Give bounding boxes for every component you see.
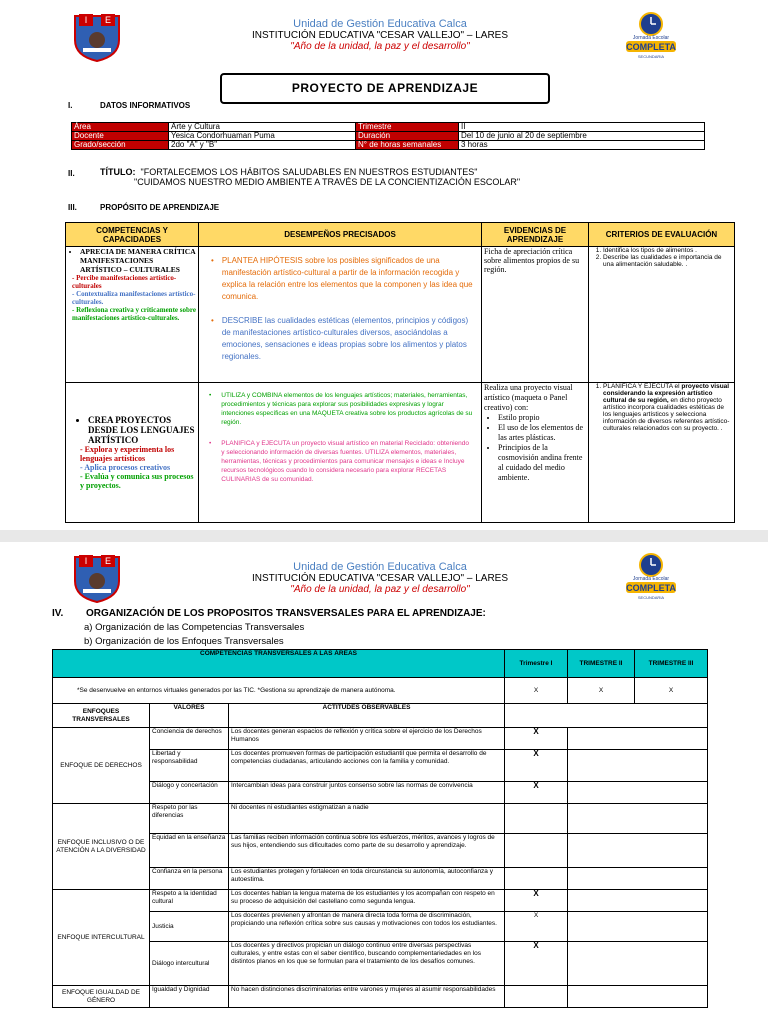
mark-2-2 — [505, 834, 568, 868]
shield-letter-i: I — [84, 15, 88, 25]
header-institution: INSTITUCIÓN EDUCATIVA "CESAR VALLEJO" – LARES — [251, 30, 509, 41]
valor-4-1: Igualdad y Dignidad — [150, 986, 229, 1008]
col-actitudes: ACTITUDES OBSERVABLES — [229, 704, 505, 728]
valor-1-1: Conciencia de derechos — [150, 728, 229, 750]
project-title-1: "FORTALECEMOS LOS HÁBITOS SALUDABLES EN NUESTROS ESTUDIANTES" — [140, 167, 478, 177]
logo-small-top: Jornada Escolar — [632, 576, 670, 582]
grado-label: Grado/sección — [72, 141, 169, 150]
mark-3-3: X — [505, 942, 568, 986]
header-unit-2: Unidad de Gestión Educativa Calca — [293, 561, 467, 573]
logo-small-top: Jornada Escolar — [632, 35, 670, 41]
enfoque-intercultural: ENFOQUE INTERCULTURAL — [53, 890, 150, 986]
section-4-sub-b: b) Organización de los Enfoques Transversales — [84, 636, 284, 647]
mark-t2: X — [568, 678, 635, 704]
cap-1-1: Percibe manifestaciones artístico-culturales — [72, 274, 177, 290]
cap-1-3: Reflexiona creativa y críticamente sobre manifestaciones artístico-culturales. — [72, 306, 196, 322]
competence-2: • CREA PROYECTOS DESDE LOS LENGUAJES ARTÍSTICO — [88, 415, 196, 445]
transversal-header: COMPETENCIAS TRANSVERSALES A LAS ÁREAS — [53, 650, 505, 678]
page-break — [0, 530, 768, 542]
project-title: PROYECTO DE APRENDIZAJE — [220, 73, 550, 104]
criterion-2-b: proyecto visual considerando la expresión artístico cultural de su región, — [603, 383, 730, 404]
section-3-number: III. — [68, 203, 77, 212]
evidence-2-1: • Estilo propio — [498, 413, 586, 423]
criterion-2-c: en dicho proyecto artístico incorpora cualidades estéticas de los lenguajes artísticos y selecciona información de diversos referentes artístico-culturales relacionados con su proyecto. . — [603, 397, 730, 432]
jornada-completa-logo — [624, 8, 678, 62]
header-motto: "Año de la unidad, la paz y el desarrollo" — [290, 41, 470, 52]
actitud-2-3: Los estudiantes protegen y fortalecen en toda circunstancia su autonomía, autoconfianza y autoestima. — [229, 868, 505, 890]
valor-2-2: Equidad en la enseñanza — [150, 834, 229, 868]
duracion-label: Duración — [356, 132, 459, 141]
docente-value: Yesica Condorhuaman Puma — [169, 132, 356, 141]
mark-1-1: X — [505, 728, 568, 750]
info-table — [71, 122, 705, 150]
evidence-2-2: • El uso de los elementos de las artes plásticas. — [498, 423, 586, 443]
trimester-3: TRIMESTRE III — [635, 650, 708, 678]
mark-2-3 — [505, 868, 568, 890]
cap-2-3: Evalúa y comunica sus procesos y proyectos. — [80, 472, 194, 490]
school-shield-logo-2 — [73, 553, 121, 608]
actitud-2-1: Ni docentes ni estudiantes estigmatizan a nadie — [229, 804, 505, 834]
header-motto-2: "Año de la unidad, la paz y el desarrollo" — [290, 584, 470, 595]
cap-1-2: Contextualiza manifestaciones artístico-culturales. — [72, 290, 196, 306]
performance-1-2: DESCRIBE las cualidades estéticas (elementos, principios y códigos) de manifestaciones artístico-culturales diversos, asociándolas a emociones, sensaciones e ideas propias sobre los alimentos y platos regionales. — [221, 316, 469, 361]
header-institution-2: INSTITUCIÓN EDUCATIVA "CESAR VALLEJO" – LARES — [251, 573, 509, 584]
performance-2-1: UTILIZA y COMBINA elementos de los lenguajes artísticos; materiales, herramientas, procedimientos y técnicas para explorar sus posibilidades expresivas y lograr intenciones específicas en una MAQUETA creativa sobre los productos agrícolas de su región. — [221, 392, 473, 426]
competence-cell-1: • APRECIA DE MANERA CRÍTICA MANIFESTACIONES ARTÍSTICO – CULTURALES - Percibe manifestaciones artístico-culturales - Contextualiza manifestaciones artístico-culturales. - Reflexiona creativa y críticamente sobre manifestaciones artístico-culturales. — [66, 247, 199, 383]
actitud-3-3: Los docentes y directivos propician un diálogo continuo entre diversas perspectivas culturales, y entre estas con el saber científico, buscando complementariedades en los distintos planos en los que se formulan para el tratamiento de los desafíos comunes. — [229, 942, 505, 986]
mark-4-1 — [505, 986, 568, 1008]
section-2-label: TÍTULO: — [100, 167, 136, 177]
horas-value: 3 horas — [459, 141, 705, 150]
section-4-title: ORGANIZACIÓN DE LOS PROPOSITOS TRANSVERSALES PARA EL APRENDIZAJE: — [86, 608, 486, 619]
actitud-2-2: Las familias reciben información continua sobre los esfuerzos, méritos, avances y logros de sus hijos, entendiendo sus dificultades como parte de su desarrollo y aprendizaje. — [229, 834, 505, 868]
actitud-4-1: No hacen distinciones discriminatorias entre varones y mujeres al asumir responsabilidades — [229, 986, 505, 1008]
enfoque-inclusivo: ENFOQUE INCLUSIVO O DE ATENCIÓN A LA DIVERSIDAD — [53, 804, 150, 890]
valor-3-1: Respeto a la identidad cultural — [150, 890, 229, 912]
criterion-1-2: 2. Describe las cualidades e importancia de una alimentación saludable. . — [603, 254, 732, 268]
mark-1-3: X — [505, 782, 568, 804]
valor-3-3: Diálogo intercultural — [150, 942, 229, 986]
section-4-number: IV. — [52, 608, 64, 619]
competence-1: • APRECIA DE MANERA CRÍTICA MANIFESTACIONES ARTÍSTICO – CULTURALES — [80, 247, 196, 274]
header-unit: Unidad de Gestión Educativa Calca — [293, 18, 467, 30]
grado-value: 2do "A" y "B" — [169, 141, 356, 150]
section-1-title: DATOS INFORMATIVOS — [100, 101, 191, 110]
duracion-value: Del 10 de junio al 20 de septiembre — [459, 132, 705, 141]
purpose-table — [65, 222, 735, 523]
mark-t1: X — [505, 678, 568, 704]
shield-letter-e: E — [104, 556, 112, 566]
logo-text: COMPLETA — [626, 42, 676, 52]
valor-2-3: Confianza en la persona — [150, 868, 229, 890]
mark-3-1: X — [505, 890, 568, 912]
valor-1-2: Libertad y responsabilidad — [150, 750, 229, 782]
performance-cell-2: • UTILIZA y COMBINA elementos de los lenguajes artísticos; materiales, herramientas, procedimientos y técnicas para explorar sus posibilidades expresivas y lograr intenciones específicas en una MAQUETA creativa sobre los productos agrícolas de su región. • PLANIFICA y EJECUTA un proyecto visual artístico en material Reciclado: obteniendo y seleccionando información de diversas fuentes. UTILIZA elementos, materiales, herramientas, técnicas y procedimientos para comunicar mensajes e ideas e Incluye recursos tecnológicos cuando lo considera necesario para explorar RECETAS CULINARIAS de su comunidad. — [199, 383, 482, 523]
docente-label: Docente — [72, 132, 169, 141]
col-valores: VALORES — [150, 704, 229, 728]
trimestre-label: Trimestre — [356, 123, 459, 132]
mark-3-2: X — [505, 912, 568, 942]
actitud-1-2: Los docentes promueven formas de participación estudiantil que permita el desarrollo de competencias ciudadanas, articulando acciones con la familia y comunidad. — [229, 750, 505, 782]
col-desempenos: DESEMPEÑOS PRECISADOS — [199, 223, 482, 247]
evidence-cell-2 — [482, 383, 589, 523]
col-evidencias: EVIDENCIAS DE APRENDIZAJE — [482, 223, 589, 247]
mark-t3: X — [635, 678, 708, 704]
col-enfoques: ENFOQUES TRANSVERSALES — [53, 704, 150, 728]
evidence-2-3: • Principios de la cosmovisión andina frente al cuidado del medio ambiente. — [498, 443, 586, 483]
trimester-2: TRIMESTRE II — [568, 650, 635, 678]
criterion-2-a: PLANIFICA Y EJECUTA el — [603, 383, 680, 390]
project-title-2: "CUIDAMOS NUESTRO MEDIO AMBIENTE A TRAVÉS DE LA CONCIENTIZACIÓN ESCOLAR" — [134, 177, 521, 187]
evidence-2-intro: Realiza una proyecto visual artístico (maqueta o Panel creativo) con: — [484, 383, 573, 412]
logo-small-bottom: SECUNDARIA — [637, 54, 665, 59]
actitud-1-1: Los docentes generan espacios de reflexión y crítica sobre el ejercicio de los Derechos Humanos — [229, 728, 505, 750]
criteria-cell-2 — [589, 383, 735, 523]
transversal-competencies: *Se desenvuelve en entornos virtuales generados por las TIC. *Gestiona su aprendizaje de manera autónoma. — [53, 678, 505, 704]
evidence-1: Ficha de apreciación crítica sobre alimentos propios de su región. — [482, 247, 589, 383]
col-criterios: CRITERIOS DE EVALUACIÓN — [589, 223, 735, 247]
cap-2-2: Aplica procesos creativos — [84, 463, 171, 472]
shield-letter-e: E — [104, 15, 112, 25]
logo-small-bottom: SECUNDARIA — [637, 595, 665, 600]
shield-letter-i: I — [84, 556, 88, 566]
criterion-1-1: 1. Identifica los tipos de alimentos . — [603, 247, 732, 254]
actitud-3-2: Los docentes previenen y afrontan de manera directa toda forma de discriminación, propiciando una reflexión crítica sobre sus causas y motivaciones con todos los estudiantes. — [229, 912, 505, 942]
performance-2-2: PLANIFICA y EJECUTA un proyecto visual artístico en material Reciclado: obteniendo y seleccionando información de diversas fuentes. UTILIZA elementos, materiales, herramientas, técnicas y procedimientos para comunicar mensajes e ideas e Incluye recursos tecnológicos cuando lo considera necesario para explorar RECETAS CULINARIAS de su comunidad. — [221, 440, 469, 483]
performance-1-1: PLANTEA HIPÓTESIS sobre los posibles significados de una manifestación artístico-cultural a partir de la información recogida y explica la relación entre los elementos que la componen y las idea que comunica. — [221, 256, 473, 301]
actitud-3-1: Los docentes hablan la lengua materna de los estudiantes y los acompañan con respeto en su proceso de adquisición del castellano como segunda lengua. — [229, 890, 505, 912]
criteria-cell-1 — [589, 247, 735, 383]
horas-label: N° de horas semanales — [356, 141, 459, 150]
section-1-number: I. — [68, 101, 73, 110]
competence-cell-2: • CREA PROYECTOS DESDE LOS LENGUAJES ARTÍSTICO - Explora y experimenta los lenguajes artísticos - Aplica procesos creativos - Evalúa y comunica sus procesos y proyectos. — [66, 383, 199, 523]
section-4-sub-a: a) Organización de las Competencias Transversales — [84, 622, 305, 633]
valor-1-3: Diálogo y concertación — [150, 782, 229, 804]
actitud-1-3: Intercambian ideas para construir juntos consenso sobre las normas de convivencia — [229, 782, 505, 804]
jornada-completa-logo-2 — [624, 549, 678, 603]
trimestre-value: II — [459, 123, 705, 132]
valor-3-2: Justicia — [150, 912, 229, 942]
transversal-table — [52, 649, 708, 1008]
area-value: Arte y Cultura — [169, 123, 356, 132]
area-label: Área — [72, 123, 169, 132]
trimester-1: Trimestre I — [505, 650, 568, 678]
performance-cell-1: • PLANTEA HIPÓTESIS sobre los posibles significados de una manifestación artístico-cultural a partir de la información recogida y explica la relación entre los elementos que la componen y las idea que comunica. • DESCRIBE las cualidades estéticas (elementos, principios y códigos) de manifestaciones artístico-culturales diversos, asociándolas a emociones, sensaciones e ideas propias sobre los alimentos y platos regionales. — [199, 247, 482, 383]
col-competencias: COMPETENCIAS Y CAPACIDADES — [66, 223, 199, 247]
mark-2-1 — [505, 804, 568, 834]
valor-2-1: Respeto por las diferencias — [150, 804, 229, 834]
cap-2-1: Explora y experimenta los lenguajes artísticos — [80, 445, 175, 463]
enfoque-derechos: ENFOQUE DE DERECHOS — [53, 728, 150, 804]
school-shield-logo — [73, 12, 121, 67]
enfoque-igualdad-genero: ENFOQUE IGUALDAD DE GÉNERO — [53, 986, 150, 1008]
logo-text: COMPLETA — [626, 583, 676, 593]
mark-1-2: X — [505, 750, 568, 782]
section-2-number: II. — [68, 169, 75, 178]
section-3-title: PROPÓSITO DE APRENDIZAJE — [100, 203, 220, 212]
